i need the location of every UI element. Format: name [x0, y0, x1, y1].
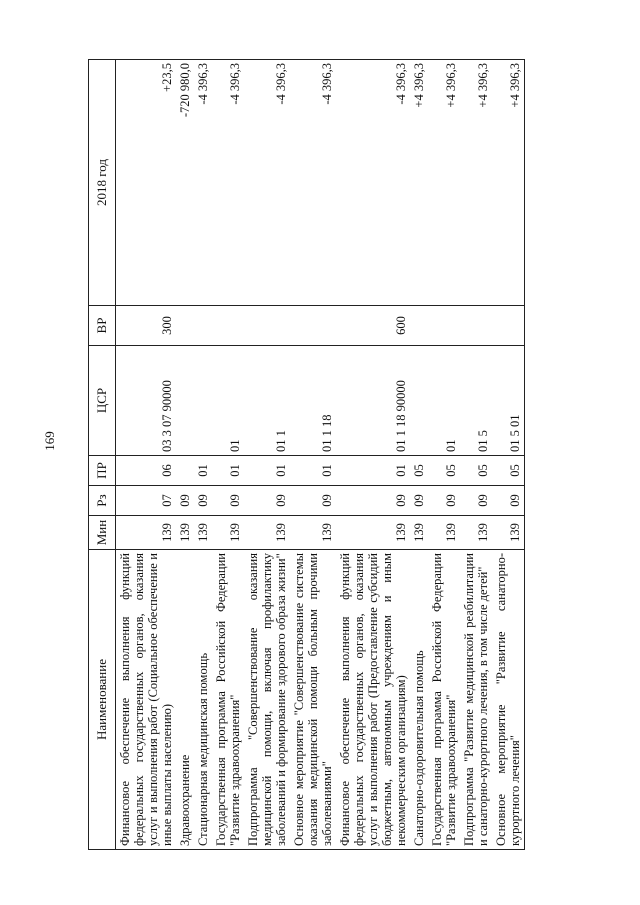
row-amount: +4 396,3 [428, 60, 460, 306]
row-rz: 09 [212, 486, 244, 516]
row-pr: 06 [116, 456, 177, 486]
row-pr: 05 [460, 456, 492, 486]
row-rz: 09 [410, 486, 428, 516]
row-vr [410, 306, 428, 346]
row-name: Основное мероприятие "Развитие санаторно-курортного лечения" [492, 550, 525, 850]
table-row [244, 60, 290, 850]
row-amount: -4 396,3 [336, 60, 410, 306]
row-vr [176, 306, 194, 346]
row-csr [410, 346, 428, 456]
row-pr: 01 [290, 456, 336, 486]
row-vr [290, 306, 336, 346]
row-amount: +4 396,3 [460, 60, 492, 306]
row-amount: +23,5 [116, 60, 177, 306]
row-name: Основное мероприятие "Совершенствование системы оказания медицинской помощи больным прочими заболеваниями" [290, 550, 336, 850]
row-min: 139 [194, 516, 212, 550]
row-pr: 01 [244, 456, 290, 486]
row-name: Санаторно-оздоровительная помощь [410, 550, 428, 850]
row-rz: 09 [244, 486, 290, 516]
row-vr [492, 306, 525, 346]
row-rz: 09 [336, 486, 410, 516]
row-min: 139 [116, 516, 177, 550]
header-pr: ПР [89, 456, 116, 486]
row-csr: 01 [428, 346, 460, 456]
row-csr: 01 5 [460, 346, 492, 456]
table-row [492, 60, 525, 850]
row-amount: -4 396,3 [194, 60, 212, 306]
row-rz: 09 [176, 486, 194, 516]
budget-table [88, 59, 525, 850]
header-csr: ЦСР [89, 346, 116, 456]
row-rz: 07 [116, 486, 177, 516]
row-vr: 300 [116, 306, 177, 346]
row-rz: 09 [428, 486, 460, 516]
table-row [428, 60, 460, 850]
table-row [290, 60, 336, 850]
row-pr: 05 [410, 456, 428, 486]
table-row [116, 60, 177, 850]
row-vr [428, 306, 460, 346]
row-min: 139 [428, 516, 460, 550]
table-row [212, 60, 244, 850]
row-rz: 09 [290, 486, 336, 516]
table-row [336, 60, 410, 850]
row-pr: 05 [428, 456, 460, 486]
row-min: 139 [492, 516, 525, 550]
row-vr [460, 306, 492, 346]
table-row [176, 60, 194, 850]
row-amount: -4 396,3 [244, 60, 290, 306]
row-csr [176, 346, 194, 456]
row-rz: 09 [460, 486, 492, 516]
row-pr: 01 [194, 456, 212, 486]
row-min: 139 [460, 516, 492, 550]
header-rz: Рз [89, 486, 116, 516]
row-name: Здравоохранение [176, 550, 194, 850]
page-number: 169 [42, 431, 57, 451]
row-amount: +4 396,3 [410, 60, 428, 306]
header-name: Наименование [89, 550, 116, 850]
row-min: 139 [336, 516, 410, 550]
row-amount: +4 396,3 [492, 60, 525, 306]
row-csr: 01 1 18 [290, 346, 336, 456]
row-name: Финансовое обеспечение выполнения функций федеральных государственных органов, оказания услуг и выполнения работ (Социальное обеспечение и иные выплаты населению) [116, 550, 177, 850]
row-pr: 05 [492, 456, 525, 486]
row-min: 139 [212, 516, 244, 550]
header-vr: ВР [89, 306, 116, 346]
row-pr: 01 [336, 456, 410, 486]
row-name: Подпрограмма "Совершенствование оказания медицинской помощи, включая профилактику заболеваний и формирование здорового образа жизни" [244, 550, 290, 850]
row-amount: -4 396,3 [290, 60, 336, 306]
row-pr [176, 456, 194, 486]
row-min: 139 [290, 516, 336, 550]
row-csr: 01 1 [244, 346, 290, 456]
row-min: 139 [410, 516, 428, 550]
table-row [460, 60, 492, 850]
row-vr: 600 [336, 306, 410, 346]
row-amount: -720 980,0 [176, 60, 194, 306]
row-min: 139 [176, 516, 194, 550]
row-name: Финансовое обеспечение выполнения функций федеральных государственных органов, оказания услуг и выполнения работ (Предоставление субсидий бюджетным, автономным учреждениям и иным некоммерческим организациям) [336, 550, 410, 850]
row-amount: -4 396,3 [212, 60, 244, 306]
row-rz: 09 [194, 486, 212, 516]
table-row [410, 60, 428, 850]
row-pr: 01 [212, 456, 244, 486]
row-csr: 03 3 07 90000 [116, 346, 177, 456]
row-vr [212, 306, 244, 346]
row-vr [244, 306, 290, 346]
row-csr: 01 [212, 346, 244, 456]
row-name: Государственная программа Российской Федерации "Развитие здравоохранения" [212, 550, 244, 850]
table-row [194, 60, 212, 850]
row-name: Подпрограмма "Развитие медицинской реабилитации и санаторно-курортного лечения, в том числе детей" [460, 550, 492, 850]
row-name: Стационарная медицинская помощь [194, 550, 212, 850]
row-csr: 01 1 18 90000 [336, 346, 410, 456]
header-row [89, 60, 116, 850]
rotated-table-container [88, 60, 618, 850]
row-csr [194, 346, 212, 456]
header-year: 2018 год [89, 60, 116, 306]
row-name: Государственная программа Российской Федерации "Развитие здравоохранения" [428, 550, 460, 850]
row-csr: 01 5 01 [492, 346, 525, 456]
row-rz: 09 [492, 486, 525, 516]
row-min: 139 [244, 516, 290, 550]
row-vr [194, 306, 212, 346]
header-min: Мин [89, 516, 116, 550]
